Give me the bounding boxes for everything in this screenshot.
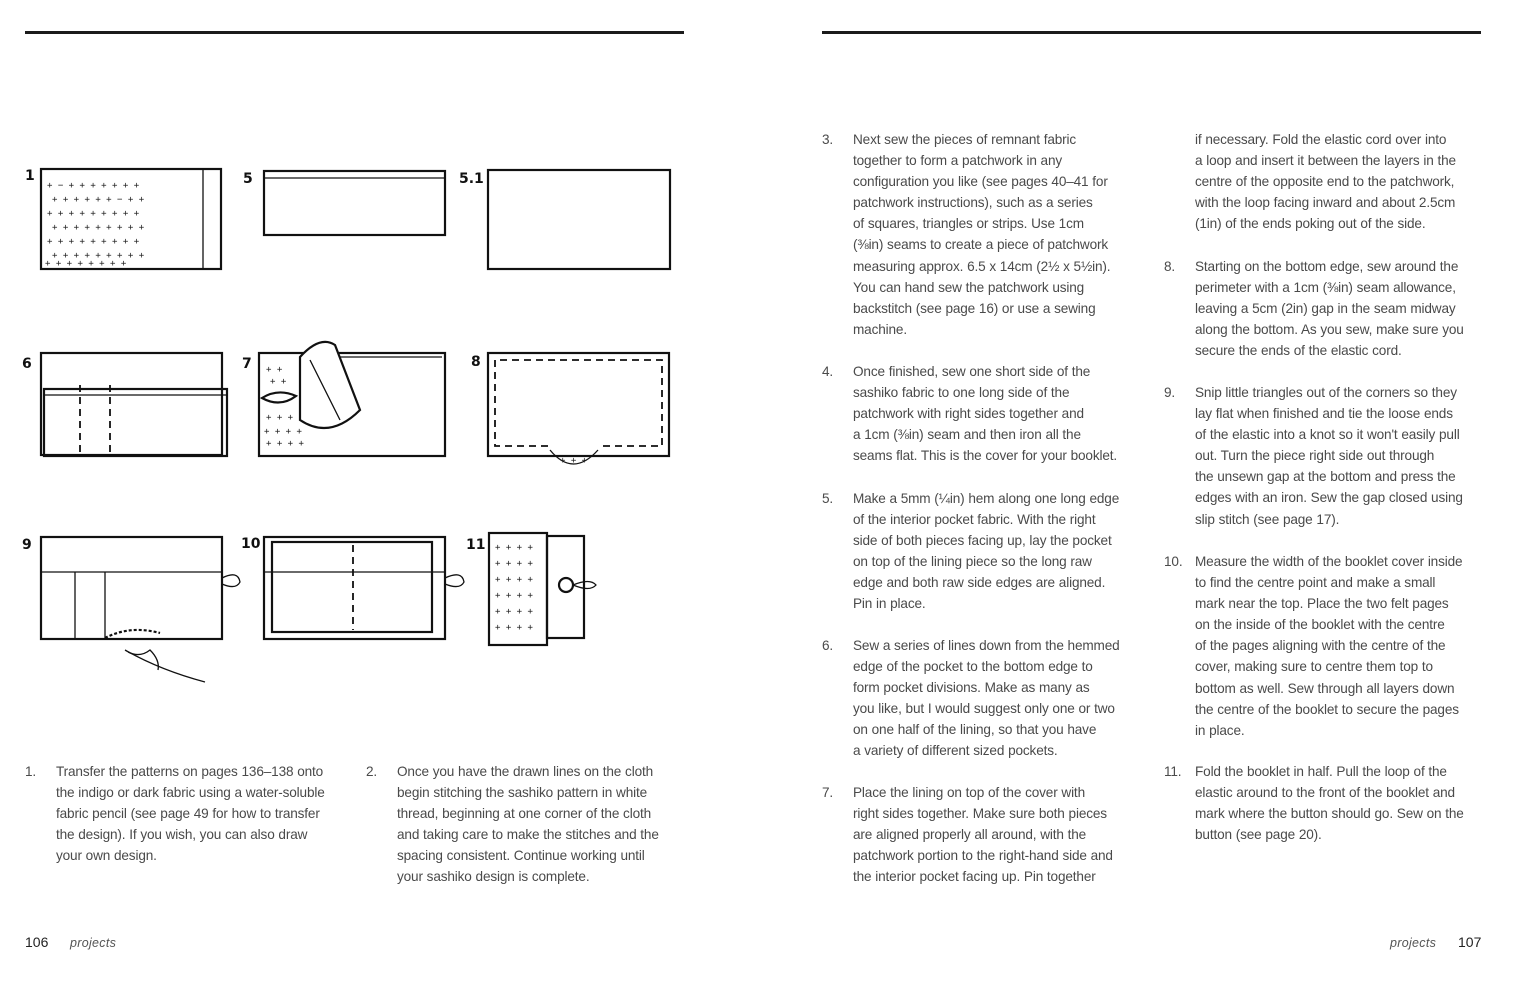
step-number: 6. <box>822 638 834 653</box>
step-number: 5. <box>822 491 834 506</box>
step-5 <box>822 488 1152 615</box>
svg-text:+ + + + + + + + +: + + + + + + + + + <box>47 237 140 247</box>
step-text: Sew a series of lines down from the hemmed edge of the pocket to the bottom edge to form pocket divisions. Make as many as you like, but I would suggest only one or two on one half of the lining, so that you have a variety of different sized pockets. <box>853 638 1120 759</box>
step-number: 7. <box>822 785 834 800</box>
svg-text:+ + + +: + + + + <box>495 543 533 553</box>
svg-text:+ + + +: + + + + <box>264 427 302 437</box>
step-text: Starting on the bottom edge, sew around the perimeter with a 1cm (⅜in) seam allowance, leaving a 5cm (2in) gap in the seam midway along the bottom. As you sew, make sure you secure the ends of the elastic cord. <box>1195 259 1464 359</box>
figure-10-felt-pages <box>264 537 464 639</box>
page-number-right: 107 <box>1458 934 1482 950</box>
instruction-illustrations <box>0 0 700 700</box>
figure-label-5: 5 <box>243 171 253 187</box>
figure-label-11: 11 <box>466 537 486 553</box>
figure-11-folded-booklet <box>489 533 596 645</box>
step-number: 2. <box>366 764 378 779</box>
figure-5-pocket-fabric <box>264 171 445 235</box>
figure-1-sashiko-fabric <box>41 169 221 269</box>
step-7-continued <box>1164 129 1504 234</box>
svg-text:+ + + + + + + + +: + + + + + + + + + <box>47 209 140 219</box>
step-text: Fold the booklet in half. Pull the loop of the elastic around to the front of the booklet and mark where the button should go. Sew on the button (see page 20). <box>1195 764 1464 843</box>
right-header-rule <box>822 31 1481 34</box>
step-number: 4. <box>822 364 834 379</box>
step-10 <box>1164 551 1504 741</box>
figure-label-5-1: 5.1 <box>459 171 484 187</box>
step-number: 3. <box>822 132 834 147</box>
figure-label-1: 1 <box>25 168 35 184</box>
step-number: 10. <box>1164 554 1183 569</box>
svg-text:+ + + +: + + + + <box>495 623 533 633</box>
step-6 <box>822 635 1152 762</box>
svg-text:+ + + +: + + + + <box>495 591 533 601</box>
step-7 <box>822 782 1152 887</box>
step-4 <box>822 361 1152 466</box>
figure-label-8: 8 <box>471 354 481 370</box>
figure-7-lining-on-cover <box>259 342 445 456</box>
step-text: Once you have the drawn lines on the cloth begin stitching the sashiko pattern in white thread, beginning at one corner of the cloth and taking care to make the stitches and the spacing consistent. Continue working until your sashiko design is complete. <box>397 764 659 885</box>
svg-text:+ + + +: + + + + <box>495 559 533 569</box>
svg-text:+ + + + + + + + +: + + + + + + + + + <box>52 223 145 233</box>
svg-text:+ + +: + + + <box>266 413 294 423</box>
figure-8-sewn-perimeter <box>488 353 669 466</box>
step-11 <box>1164 761 1504 845</box>
page-number-left: 106 <box>25 934 49 950</box>
step-number: 9. <box>1164 385 1176 400</box>
figure-label-6: 6 <box>22 356 32 372</box>
step-text: Transfer the patterns on pages 136–138 onto the indigo or dark fabric using a water-soluble fabric pencil (see page 49 for how to transfer the design). If you wish, you can also draw your own design. <box>56 764 325 864</box>
svg-text:+ + + +: + + + + <box>495 607 533 617</box>
svg-text:+ + + +: + + + + <box>495 575 533 585</box>
svg-text:+ +: + + <box>266 365 283 375</box>
svg-text:+ + +: + + + <box>560 456 588 466</box>
figure-5-1-lining <box>488 170 670 269</box>
figure-label-10: 10 <box>241 536 261 552</box>
step-1 <box>25 761 355 866</box>
step-text: Place the lining on top of the cover with right sides together. Make sure both pieces are aligned properly all around, with the patchwork portion to the right-hand side and the interior pocket facing up. Pin together <box>853 785 1113 885</box>
svg-text:+ + + + + + + + +: + + + + + + + + + <box>52 251 145 261</box>
svg-text:+ + + + + + + +: + + + + + + + + <box>45 259 127 269</box>
svg-text:+ − + + + + + + +: + − + + + + + + + <box>47 181 140 191</box>
step-number: 11. <box>1164 764 1182 779</box>
svg-text:+ +: + + <box>270 377 287 387</box>
step-2 <box>366 761 696 888</box>
step-text: Once finished, sew one short side of the sashiko fabric to one long side of the patchwork with right sides together and a 1cm (⅜in) seam and then iron all the seams flat. This is the cover for your booklet. <box>853 364 1118 464</box>
step-3 <box>822 129 1152 340</box>
figure-label-7: 7 <box>242 356 252 372</box>
step-text: Snip little triangles out of the corners so they lay flat when finished and tie the loose ends of the elastic into a knot so it won't easily pull out. Turn the piece right side out through the unsewn gap at the bottom and press the edges with an iron. Sew the gap closed using slip stitch (see page 17). <box>1195 385 1463 527</box>
step-text: Make a 5mm (¼in) hem along one long edge of the interior pocket fabric. With the right side of both pieces facing up, lay the pocket on top of the lining piece so the long raw edge and both raw side edges are aligned. Pin in place. <box>853 491 1120 612</box>
step-9 <box>1164 382 1504 530</box>
step-number: 8. <box>1164 259 1176 274</box>
step-number: 1. <box>25 764 37 779</box>
figure-6-pocket-divisions <box>41 353 227 456</box>
step-8 <box>1164 256 1504 361</box>
step-text: Measure the width of the booklet cover inside to find the centre point and make a small mark near the top. Place the two felt pages on the inside of the booklet with the centre of the pages aligning with the centre of the cover, making sure to centre them top to bottom as well. Sew through all layers down the centre of the booklet to secure the pages in place. <box>1195 554 1463 738</box>
footer-label-left: projects <box>70 936 117 950</box>
svg-text:+ + + + + + − + +: + + + + + + − + + <box>52 195 145 205</box>
figure-label-9: 9 <box>22 537 32 553</box>
svg-text:+ + + +: + + + + <box>266 439 304 449</box>
footer-label-right: projects <box>1390 936 1437 950</box>
step-text: if necessary. Fold the elastic cord over into a loop and insert it between the layers in the centre of the opposite end to the patchwork, with the loop facing inward and about 2.5cm (1in) of the ends poking out of the side. <box>1195 132 1456 232</box>
step-text: Next sew the pieces of remnant fabric together to form a patchwork in any configuration you like (see pages 40–41 for patchwork instructions), such as a series of squares, triangles or strips. Use 1cm (⅜in) seams to create a piece of patchwork measuring approx. 6.5 x 14cm (2½ x 5½in). You can hand sew the patchwork using backstitch (see page 16) or use a sewing machine. <box>853 132 1111 337</box>
figure-9-slip-stitch <box>41 537 240 682</box>
